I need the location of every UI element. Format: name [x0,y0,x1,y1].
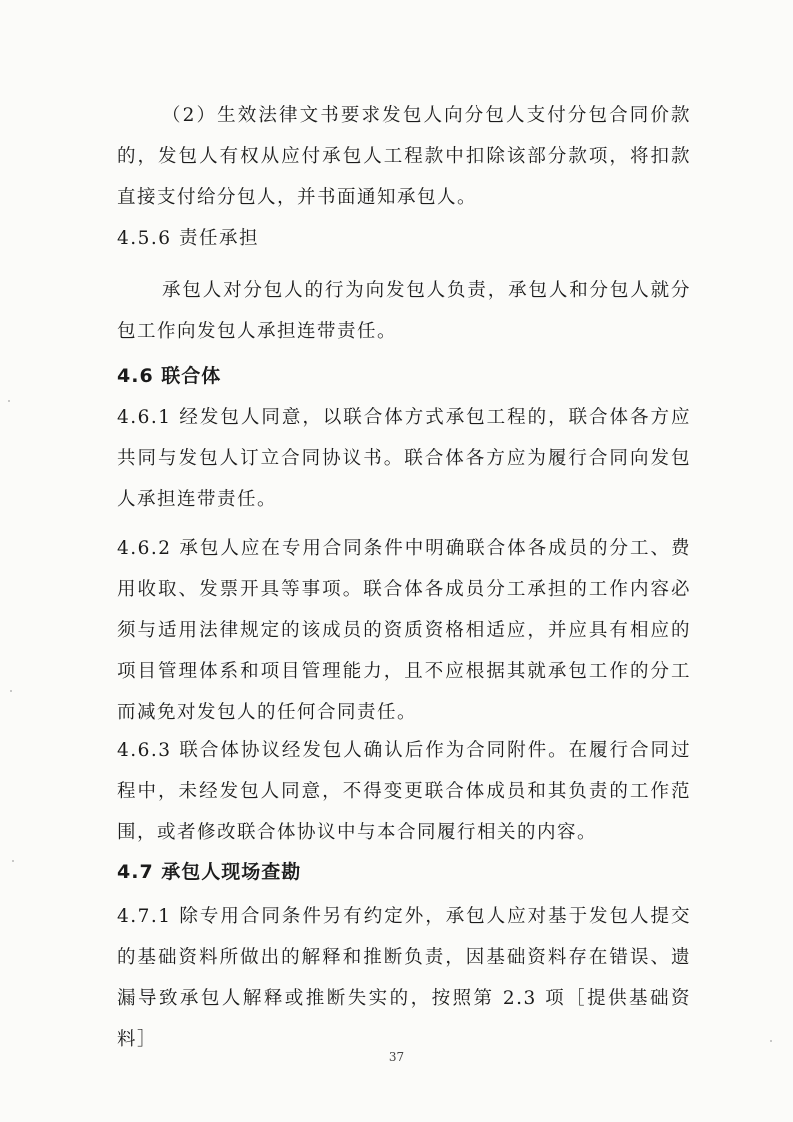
paragraph-4-6-3: 4.6.3 联合体协议经发包人确认后作为合同附件。在履行合同过程中，未经发包人同意，不得变更联合体成员和其负责的工作范围，或者修改联合体协议中与本合同履行相关的内容。 [117,740,691,843]
section-heading-4-5-6: 4.5.6 责任承担 [117,228,259,249]
paragraph-liability: 承包人对分包人的行为向发包人负责，承包人和分包人就分包工作向发包人承担连带责任。 [117,280,691,342]
page-number: 37 [388,1050,405,1064]
scan-speck [770,1040,772,1042]
paragraph-payment-clause-2: （2）生效法律文书要求发包人向分包人支付分包合同价款的，发包人有权从应付承包人工程款中扣除该部分款项，将扣款直接支付给分包人，并书面通知承包人。 [117,105,691,208]
scan-speck [12,860,14,862]
section-heading-4-6: 4.6 联合体 [117,365,222,387]
paragraph-4-6-1: 4.6.1 经发包人同意，以联合体方式承包工程的，联合体各方应共同与发包人订立合同协议书。联合体各方应为履行合同向发包人承担连带责任。 [117,407,691,510]
section-heading-4-7: 4.7 承包人现场查勘 [117,861,302,883]
paragraph-4-6-2: 4.6.2 承包人应在专用合同条件中明确联合体各成员的分工、费用收取、发票开具等事项。联合体各成员分工承担的工作内容必须与适用法律规定的该成员的资质资格相适应，并应具有相应的项目管理体系和项目管理能力，且不应根据其就承包工作的分工而减免对发包人的任何合同责任。 [117,538,691,723]
paragraph-4-7-1: 4.7.1 除专用合同条件另有约定外，承包人应对基于发包人提交的基础资料所做出的解释和推断负责，因基础资料存在错误、遗漏导致承包人解释或推断失实的，按照第 2.3 项［提供基础资料］ [117,906,691,1050]
scan-speck [8,400,10,402]
scan-speck [10,690,12,692]
